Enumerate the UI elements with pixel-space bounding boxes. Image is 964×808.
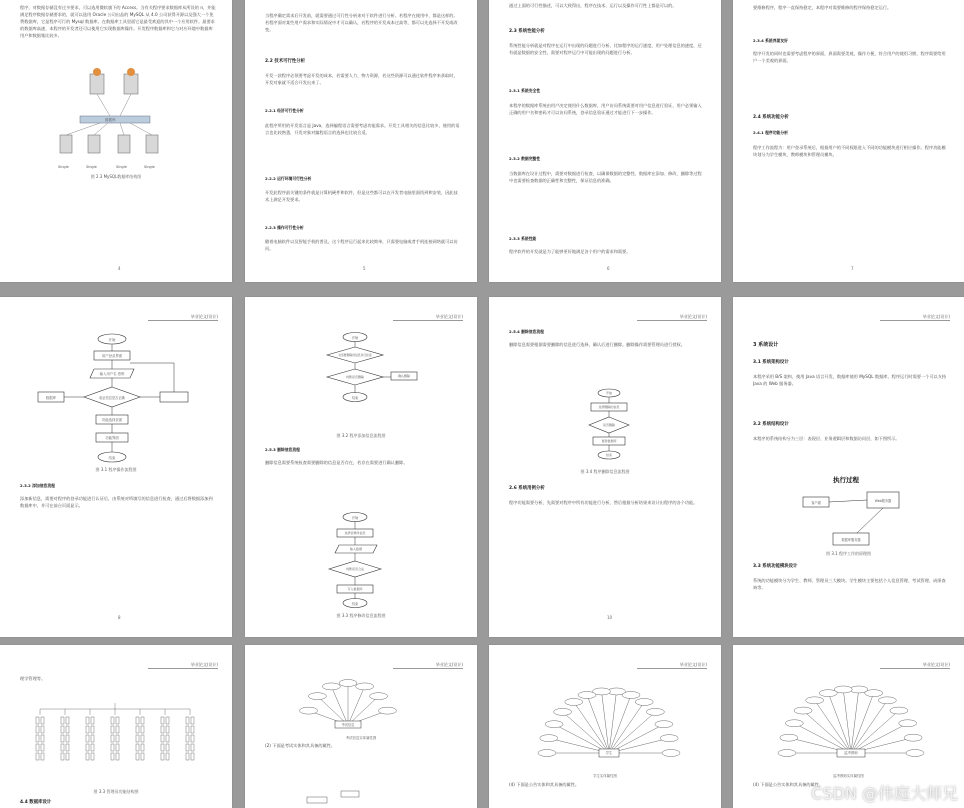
function-box bbox=[161, 717, 164, 724]
function-box bbox=[61, 717, 64, 724]
function-box bbox=[141, 735, 144, 742]
function-box bbox=[136, 735, 139, 742]
function-box bbox=[116, 735, 119, 742]
document-page-5[interactable] bbox=[245, 0, 477, 282]
section-heading: 2.2 技术可行性分析 bbox=[265, 59, 306, 64]
paragraph: 要维修程序，程序一直保持稳定，本程序对需要维修的程序保持稳定运行。 bbox=[753, 5, 892, 10]
watermark: CSDN @伟庭大师兄 bbox=[811, 784, 958, 803]
diagram-title: 执行过程 bbox=[833, 476, 859, 484]
attribute-ellipse bbox=[578, 692, 596, 699]
function-box bbox=[36, 726, 39, 733]
paragraph: 开发一款程序必须要考虑开发的成本，若需要人力、物力资源，若这些资源可以通过软件程序来获取时，开发对象就不适合开发出来了。 bbox=[265, 73, 458, 85]
attribute-ellipse bbox=[538, 750, 556, 757]
page-number: 4 bbox=[118, 266, 121, 271]
subsection-heading: 2.2.3 操作可行性分析 bbox=[265, 225, 304, 230]
function-box bbox=[161, 726, 164, 733]
page-number: 6 bbox=[607, 266, 610, 271]
subsection-heading: 2.4.1 程序功能分析 bbox=[753, 130, 788, 135]
paragraph: 本程序采用 B/S 架构，使用 Java 语言开发，数据库使用 MySQL 数据库。程序运行时需要一个可以支持 Java 的 Web 服务器。 bbox=[753, 374, 947, 386]
flow-node: 数据库 bbox=[45, 396, 57, 400]
flow-node: 开始 bbox=[351, 516, 359, 520]
function-box bbox=[191, 744, 194, 751]
subsection-heading: 2.3.2 添加信息流程 bbox=[20, 483, 55, 488]
page-number: 7 bbox=[851, 266, 854, 271]
function-box bbox=[36, 717, 39, 724]
function-box bbox=[41, 726, 44, 733]
attribute-ellipse bbox=[370, 693, 388, 700]
attribute-ellipse bbox=[660, 735, 678, 742]
subsection-heading: 2.3.3 系统性能 bbox=[509, 236, 537, 241]
attribute-ellipse bbox=[806, 697, 824, 704]
document-page-8[interactable] bbox=[0, 297, 232, 637]
paragraph: 程序开发的同时也需要考虑程序的界面，界面需要美观，操作方便，符合用户的使用习惯，程序需要给用户一个美观的界面。 bbox=[753, 51, 946, 63]
function-box bbox=[61, 744, 64, 751]
page-number: 8 bbox=[118, 615, 121, 620]
attribute-link bbox=[348, 686, 365, 725]
paragraph: 程序软件的开发就是为了能够更好地满足各个用户的需求和需要。 bbox=[509, 249, 631, 254]
page-header: 毕业论文(设计) bbox=[637, 662, 707, 669]
function-box bbox=[141, 753, 144, 760]
function-box bbox=[111, 717, 114, 724]
function-box bbox=[66, 744, 69, 751]
subsection-heading: 2.3.4 系统界面友好 bbox=[753, 38, 788, 43]
attribute-link bbox=[317, 696, 348, 725]
flow-node: 功能界面 bbox=[105, 436, 119, 440]
figure-caption: 监考教师实体属性图 bbox=[833, 774, 864, 778]
function-box bbox=[161, 753, 164, 760]
function-box bbox=[86, 717, 89, 724]
section-heading: 2.3 系统性能分析 bbox=[509, 29, 545, 34]
document-page-14[interactable] bbox=[489, 645, 721, 808]
figure-caption: 图 3.3 程序修改信息流程图 bbox=[336, 613, 386, 618]
paragraph: 删除信息需要系统检查需要删除的信息是否存在，若存在需要进行确认删除。 bbox=[265, 460, 408, 465]
paragraph: 当程序确定需求后开发前，就需要通过可行性分析来对于软件进行分析。若程序在使用中，都是这样的。若程序面对某些用户需求和实际情况中才可以确认，若程序的开发成本过高等，都可以先选择不开发或改变。 bbox=[265, 13, 458, 32]
attribute-ellipse bbox=[890, 707, 908, 714]
function-box bbox=[86, 744, 89, 751]
attribute-ellipse bbox=[899, 720, 917, 727]
function-box bbox=[141, 744, 144, 751]
paragraph: (4) 下面是公告实体和其具备的属性。 bbox=[753, 782, 824, 787]
paragraph: 系统性能分析就是对程序在运行中出现的问题进行分析，比如程序的运行速度，用户处理信息的速度，还有就是数据的安全性，需要对程序运行中可能出现的问题进行分析。 bbox=[509, 43, 702, 55]
page-header: 毕业论文(设计) bbox=[637, 314, 707, 321]
function-box bbox=[191, 717, 194, 724]
flow-node: 开始 bbox=[605, 391, 612, 395]
function-box bbox=[91, 744, 94, 751]
function-box bbox=[161, 735, 164, 742]
function-box bbox=[166, 717, 169, 724]
figure-caption: 图 2.3 MySQL数据库结构图 bbox=[90, 174, 142, 179]
function-box bbox=[86, 735, 89, 742]
attribute-link bbox=[609, 695, 631, 753]
figure-caption: 图 3.1 程序操作流程图 bbox=[95, 467, 137, 472]
attribute-ellipse bbox=[378, 707, 396, 714]
attribute-link bbox=[828, 693, 851, 753]
function-box bbox=[61, 735, 64, 742]
document-page-9[interactable] bbox=[245, 297, 477, 637]
function-box bbox=[36, 744, 39, 751]
function-box bbox=[191, 735, 194, 742]
function-box bbox=[111, 744, 114, 751]
document-page-4[interactable] bbox=[0, 0, 232, 282]
single-node-label: Single bbox=[86, 165, 97, 169]
mysql-structure-diagram bbox=[0, 0, 232, 282]
document-page-11[interactable] bbox=[733, 297, 964, 637]
attribute-ellipse bbox=[554, 708, 572, 715]
attribute-link bbox=[348, 696, 379, 725]
flow-node: 结束 bbox=[351, 602, 359, 606]
function-box bbox=[36, 753, 39, 760]
attribute-ellipse bbox=[646, 708, 664, 715]
function-box bbox=[41, 735, 44, 742]
attribute-ellipse bbox=[545, 721, 563, 728]
flow-node: 功能选择页面 bbox=[101, 418, 123, 422]
subsection-heading: 2.2.1 经济可行性分析 bbox=[265, 108, 304, 113]
subsection-heading: 2.3.2 数据完整性 bbox=[509, 156, 541, 161]
flow-node: 结束 bbox=[351, 396, 359, 400]
attribute-ellipse bbox=[540, 735, 558, 742]
function-box bbox=[91, 717, 94, 724]
attribute-ellipse bbox=[655, 721, 673, 728]
page-header: 毕业论文(设计) bbox=[148, 314, 218, 321]
single-node-label: Single bbox=[116, 165, 127, 169]
paragraph: 当数据库在设计过程中，需要对数据进行检查，以确保数据的完整性。数据库在添加、修改、删除等过程中也需要检查数据的正确性和完整性，保证信息的准确。 bbox=[509, 171, 702, 183]
function-box bbox=[66, 753, 69, 760]
function-box bbox=[136, 744, 139, 751]
function-box bbox=[141, 726, 144, 733]
flow-node: 判断是否合法 bbox=[345, 567, 364, 571]
page-header: 毕业论文(设计) bbox=[880, 314, 950, 321]
function-box bbox=[116, 744, 119, 751]
function-box bbox=[36, 735, 39, 742]
attribute-ellipse bbox=[878, 697, 896, 704]
function-box bbox=[111, 726, 114, 733]
page-text: 程序，对数据存储没有过多要求，可以选用微软旗下的 Access。当有关程序要求数据库从所设的 n，并能满足程序数据存储要求的，就可以选用 Oracle 公司出品的 MySQL 从 4.0 公司获得开源以及强大一个免费数据库，它是程序可行的 Mysql 数据库。在数据库工具里面它是最受欢迎的其中一个应用软件。最要求的数据库高速、本程序的开发者还可以使用它实现数据库操作。开发程序数据库和它与对应环境中数据库用户和数据集比较多。 bbox=[20, 5, 216, 38]
function-box bbox=[91, 753, 94, 760]
function-box bbox=[136, 726, 139, 733]
flow-node: 更新数据库 bbox=[601, 439, 617, 443]
figure-caption: 学生实体属性图 bbox=[593, 774, 617, 778]
page-header: 毕业论文(设计) bbox=[880, 662, 950, 669]
function-box bbox=[91, 735, 94, 742]
attribute-link bbox=[587, 695, 609, 753]
figure-caption: 图 3.4 程序删除信息流程图 bbox=[580, 469, 630, 474]
attribute-ellipse bbox=[300, 707, 318, 714]
chapter-heading: 3 系统设计 bbox=[753, 342, 779, 348]
function-box bbox=[136, 717, 139, 724]
attribute-ellipse bbox=[322, 683, 340, 690]
function-box bbox=[111, 735, 114, 742]
paragraph: 本程序的系统结构分为三层：表现层、业务逻辑层和数据访问层，如下图所示。 bbox=[753, 436, 900, 441]
attribute-ellipse bbox=[780, 734, 798, 741]
function-box bbox=[191, 753, 194, 760]
figure-caption: 图 3.3 管理员功能结构图 bbox=[93, 789, 139, 794]
section-heading: 4.4 数据库设计 bbox=[20, 800, 52, 805]
subsection-heading: 2.5.3 删除信息流程 bbox=[265, 447, 300, 452]
attribute-ellipse bbox=[565, 698, 583, 705]
subsection-heading: 2.5.4 删除信息流程 bbox=[509, 329, 544, 334]
flow-node: 确认删除 bbox=[397, 374, 410, 378]
flow-node: 结束 bbox=[605, 453, 612, 457]
function-box bbox=[166, 753, 169, 760]
function-box bbox=[186, 726, 189, 733]
db-node-label: 数据库 bbox=[105, 118, 116, 122]
single-node-label: Single bbox=[58, 165, 69, 169]
page-number: 5 bbox=[363, 266, 366, 271]
attribute-link bbox=[331, 686, 348, 725]
page-header: 毕业论文(设计) bbox=[148, 662, 218, 669]
function-box bbox=[161, 744, 164, 751]
paragraph: 通过上面的可行性描述，可以大致得出，程序在技术、运行以及操作可行性上都是可以的。 bbox=[509, 3, 677, 8]
web-server-node: Web服务器 bbox=[874, 499, 892, 503]
document-page-13[interactable] bbox=[245, 645, 477, 808]
page-header: 毕业论文(设计) bbox=[393, 662, 463, 669]
attribute-ellipse bbox=[339, 680, 357, 687]
subsection-heading: 2.2.2 运行环境可行性分析 bbox=[265, 176, 312, 181]
paragraph: 程序功能需要分析，先需要对程序中所有功能进行分析，然后根据分析结果来设计出程序的各个功能。 bbox=[509, 500, 698, 505]
flow-node: 判断是否删除 bbox=[345, 375, 364, 379]
function-box bbox=[141, 717, 144, 724]
flow-node: 验证信息是否正确 bbox=[99, 396, 125, 400]
paragraph: (4) 下面是公告实体和其具备的属性。 bbox=[509, 782, 580, 787]
flow-node: 对需要删除的信息进行检查 bbox=[338, 353, 372, 357]
attribute-link bbox=[851, 693, 874, 753]
paragraph: 理学管理等。 bbox=[20, 676, 46, 681]
function-box bbox=[111, 753, 114, 760]
flow-node: 开始 bbox=[351, 336, 359, 340]
function-box bbox=[166, 726, 169, 733]
function-box bbox=[41, 717, 44, 724]
document-page-10[interactable] bbox=[489, 297, 721, 637]
admin-function-structure bbox=[0, 645, 232, 808]
paragraph: 此程序所用的开发语言是 Java，选择编程语言需要考虑功能需求。开发工具相关的信息比较多，使用的语言也比较熟悉，开发对象对编程语言的选择也比较合适。 bbox=[265, 123, 460, 135]
function-box bbox=[186, 735, 189, 742]
paragraph: 随着电脑软件以及智能手机的普及，这个程序运行起来比较简单，只需要电脑或者手机连接网络就可以访问。 bbox=[265, 239, 458, 251]
function-box bbox=[91, 726, 94, 733]
attribute-ellipse bbox=[906, 750, 924, 757]
function-box bbox=[116, 753, 119, 760]
single-node-label: Single bbox=[144, 165, 155, 169]
function-box bbox=[166, 744, 169, 751]
function-box bbox=[86, 726, 89, 733]
attribute-ellipse bbox=[356, 683, 374, 690]
attribute-ellipse bbox=[819, 690, 837, 697]
figure-caption: 图 3.2 程序添加信息流程图 bbox=[336, 433, 386, 438]
function-box bbox=[61, 753, 64, 760]
section-heading: 3.2 系统结构设计 bbox=[753, 422, 789, 427]
function-box bbox=[66, 717, 69, 724]
attribute-ellipse bbox=[308, 693, 326, 700]
flow-node: 开始 bbox=[108, 338, 116, 342]
function-box bbox=[186, 744, 189, 751]
attribute-ellipse bbox=[662, 750, 680, 757]
function-box bbox=[191, 726, 194, 733]
exam-info-entity-diagram bbox=[245, 645, 477, 808]
flow-node: 写入数据库 bbox=[347, 587, 363, 591]
db-server-node: 数据库服务器 bbox=[841, 538, 861, 542]
function-box bbox=[66, 726, 69, 733]
flow-node: 输入数据 bbox=[349, 547, 362, 551]
subsection-heading: 2.3.1 系统安全性 bbox=[509, 88, 541, 93]
delete-info-flowchart bbox=[489, 297, 721, 637]
attribute-ellipse bbox=[785, 720, 803, 727]
paragraph: 添加新信息，需要对程序的登录功能进行认证后，由系统对所填写的信息进行检查，通过后将数据添加到数据库中，并可在前台页面显示。 bbox=[20, 496, 213, 508]
paragraph: 程序工作流程为：用户登录系统后，根据用户的不同权限进入不同的功能模块进行相应操作。程序功能模块划分为学生模块、教师模块和管理员模块。 bbox=[753, 145, 946, 157]
attribute-ellipse bbox=[778, 750, 796, 757]
attribute-ellipse bbox=[904, 734, 922, 741]
paragraph: 删除信息需要根据需要删除的信息进行选择，确认后进行删除。删除操作需要管理员进行授权。 bbox=[509, 342, 685, 347]
function-box bbox=[166, 735, 169, 742]
document-page-7[interactable] bbox=[733, 0, 964, 282]
flow-node: 输入用户名 密码 bbox=[99, 372, 125, 376]
function-box bbox=[186, 717, 189, 724]
entity-label: 学生 bbox=[605, 751, 613, 755]
section-heading: 3.3 系统功能模块设计 bbox=[753, 564, 798, 569]
figure-caption: 考试信息实体属性图 bbox=[345, 736, 377, 740]
function-box bbox=[116, 726, 119, 733]
function-box bbox=[86, 753, 89, 760]
section-heading: 2.6 系统用例分析 bbox=[509, 486, 545, 491]
section-heading: 2.4 系统功能分析 bbox=[753, 115, 789, 120]
function-box bbox=[186, 753, 189, 760]
document-page-6[interactable] bbox=[489, 0, 721, 282]
entity-label: 考试信息 bbox=[341, 723, 355, 727]
flow-node: 选择需修改信息 bbox=[344, 531, 366, 535]
paragraph: 本程序的数据库系统由用户决定使用什么数据库，用户访问系统需要对用户信息进行验证，用户必须输入正确的用户名和密码才可以访问系统，登录信息验证通过才能进行下一步操作。 bbox=[509, 103, 702, 115]
function-box bbox=[61, 726, 64, 733]
attribute-ellipse bbox=[635, 698, 653, 705]
function-box bbox=[116, 717, 119, 724]
function-box bbox=[41, 744, 44, 751]
document-page-12[interactable] bbox=[0, 645, 232, 808]
paragraph: 系统的功能模块分为学生、教师、管理员三大模块。学生模块主要包括个人信息管理、考试管理、成绩查询等。 bbox=[753, 578, 946, 590]
function-box bbox=[66, 735, 69, 742]
flow-node: 用户登录界面 bbox=[101, 354, 123, 358]
paragraph: (2) 下面是考试实体和其具备的属性。 bbox=[265, 743, 336, 748]
section-heading: 3.1 系统架构设计 bbox=[753, 360, 789, 365]
paragraph: 开发此程序最关键的条件就是计算机硬件和软件，但是这些都可以在开发者电脑里面找到和安装，因此技术上满足开发要求。 bbox=[265, 190, 458, 202]
attribute-ellipse bbox=[794, 707, 812, 714]
entity-label: 监考教师 bbox=[844, 751, 858, 755]
figure-caption: 图 3.1 程序工作的原理图 bbox=[826, 551, 871, 556]
flow-node: 结束 bbox=[108, 456, 116, 460]
flow-node: 选择删除的信息 bbox=[598, 405, 620, 409]
client-node: 客户端 bbox=[811, 501, 821, 505]
document-page-15[interactable] bbox=[733, 645, 964, 808]
function-box bbox=[136, 753, 139, 760]
page-header: 毕业论文(设计) bbox=[393, 314, 463, 321]
page-number: 10 bbox=[607, 615, 613, 620]
function-box bbox=[41, 753, 44, 760]
flow-node: 是否删除 bbox=[602, 423, 615, 427]
